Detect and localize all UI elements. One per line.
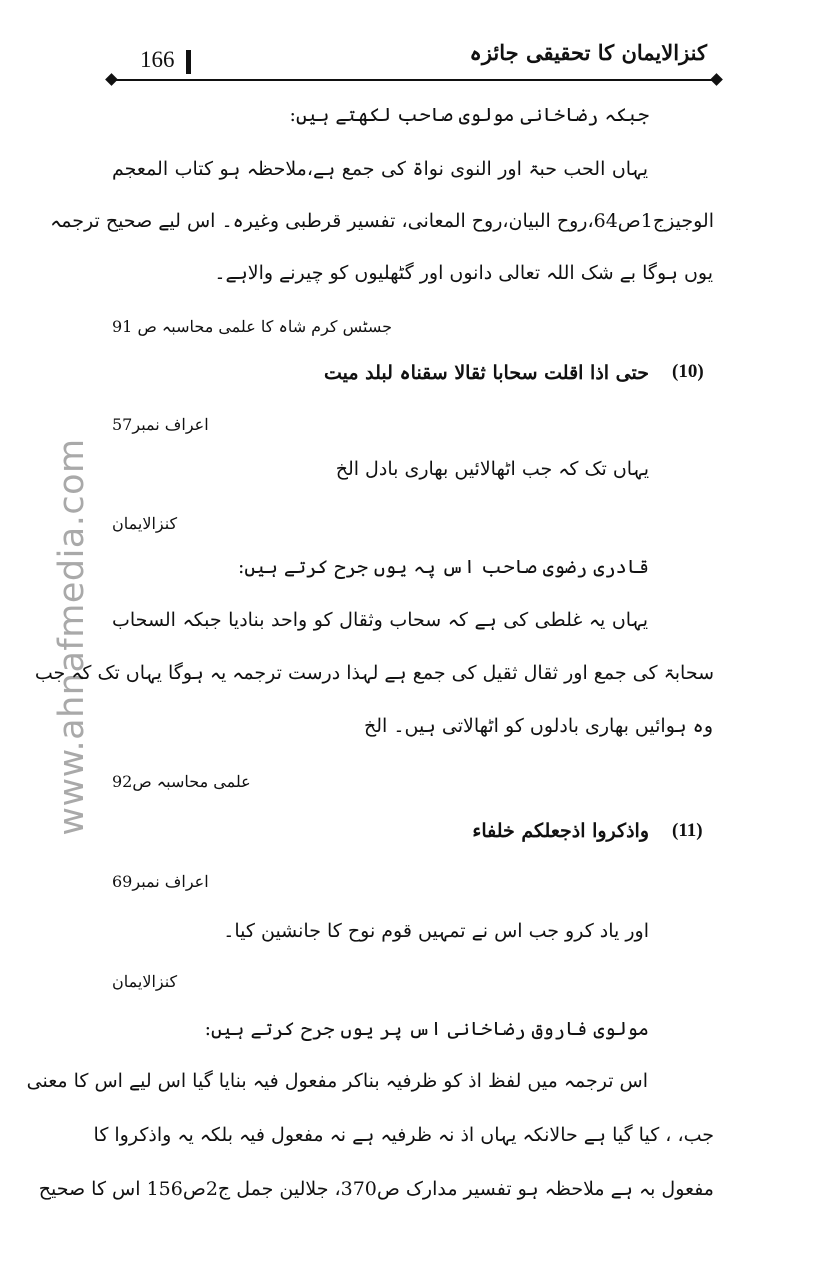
quranic-verse: حتی اذا اقلت سحابا ثقالا سقناہ لبلد میت [323, 362, 649, 384]
body-line: الوجیزج1ص64،روح البیان،روح المعانی، تفسیر قرطبی وغیرہ۔ اس لیے صحیح ترجمہ [50, 210, 714, 232]
item-number: (11) [672, 820, 703, 841]
verse-reference: اعراف نمبر69 [112, 872, 209, 891]
body-line: اس ترجمہ میں لفظ اذ کو ظرفیہ بناکر مفعول فیہ بنایا گیا اس لیے اس کا معنی [26, 1070, 648, 1092]
header-rule-left-ornament [105, 73, 118, 86]
quranic-verse: واذکروا اذجعلکم خلفاء [472, 820, 649, 842]
translation-quote: اور یاد کرو جب اس نے تمہیں قوم نوح کا جانشین کیا۔ [223, 920, 649, 942]
watermark: www.ahnafmedia.com [52, 438, 92, 836]
paragraph-intro: مولوی فاروق رضاخانی اس پر یوں جرح کرتے ہیں: [204, 1018, 649, 1040]
page-number: 166 [140, 47, 175, 72]
body-line: وہ ہوائیں بھاری بادلوں کو اٹھالاتی ہیں۔ الخ [363, 715, 713, 737]
body-line: یہاں یہ غلطی کی ہے کہ سحاب وثقال کو واحد بنادیا جبکہ السحاب [112, 609, 648, 631]
translation-quote: یہاں تک کہ جب اٹھالائیں بھاری بادل الخ [335, 458, 649, 480]
source-citation: علمی محاسبہ ص92 [112, 772, 251, 791]
body-line: یہاں الحب حبۃ اور النوی نواۃ کی جمع ہے،ملاحظہ ہو کتاب المعجم [112, 158, 648, 180]
item-number: (10) [672, 361, 704, 382]
source-citation: جسٹس کرم شاہ کا علمی محاسبہ ص 91 [112, 317, 393, 336]
body-line: جب، ، کیا گیا ہے حالانکہ یہاں اذ نہ ظرفیہ ہے نہ مفعول فیہ بلکہ یہ واذکروا کا [93, 1124, 714, 1146]
translation-source: کنزالایمان [112, 514, 178, 533]
header-separator-bar [186, 50, 191, 74]
body-line: سحابۃ کی جمع اور ثقال ثقیل کی جمع ہے لہذا درست ترجمہ یہ ہوگا یہاں تک کہ جب [34, 662, 714, 684]
verse-reference: اعراف نمبر57 [112, 415, 209, 434]
running-title: کنزالایمان کا تحقیقی جائزہ [469, 40, 707, 65]
body-line: مفعول بہ ہے ملاحظہ ہو تفسیر مدارک ص370، جلالین جمل ج2ص156 اس کا صحیح [38, 1178, 714, 1200]
translation-source: کنزالایمان [112, 972, 178, 991]
body-line: یوں ہوگا بے شک اللہ تعالی دانوں اور گٹھلیوں کو چیرنے والاہے۔ [214, 262, 713, 284]
header-rule-right-ornament [710, 73, 723, 86]
paragraph-intro: جبکہ رضاخانی مولوی صاحب لکھتے ہیں: [289, 104, 649, 126]
header-rule [112, 79, 716, 81]
paragraph-intro: قادری رضوی صاحب اس پہ یوں جرح کرتے ہیں: [238, 556, 649, 578]
